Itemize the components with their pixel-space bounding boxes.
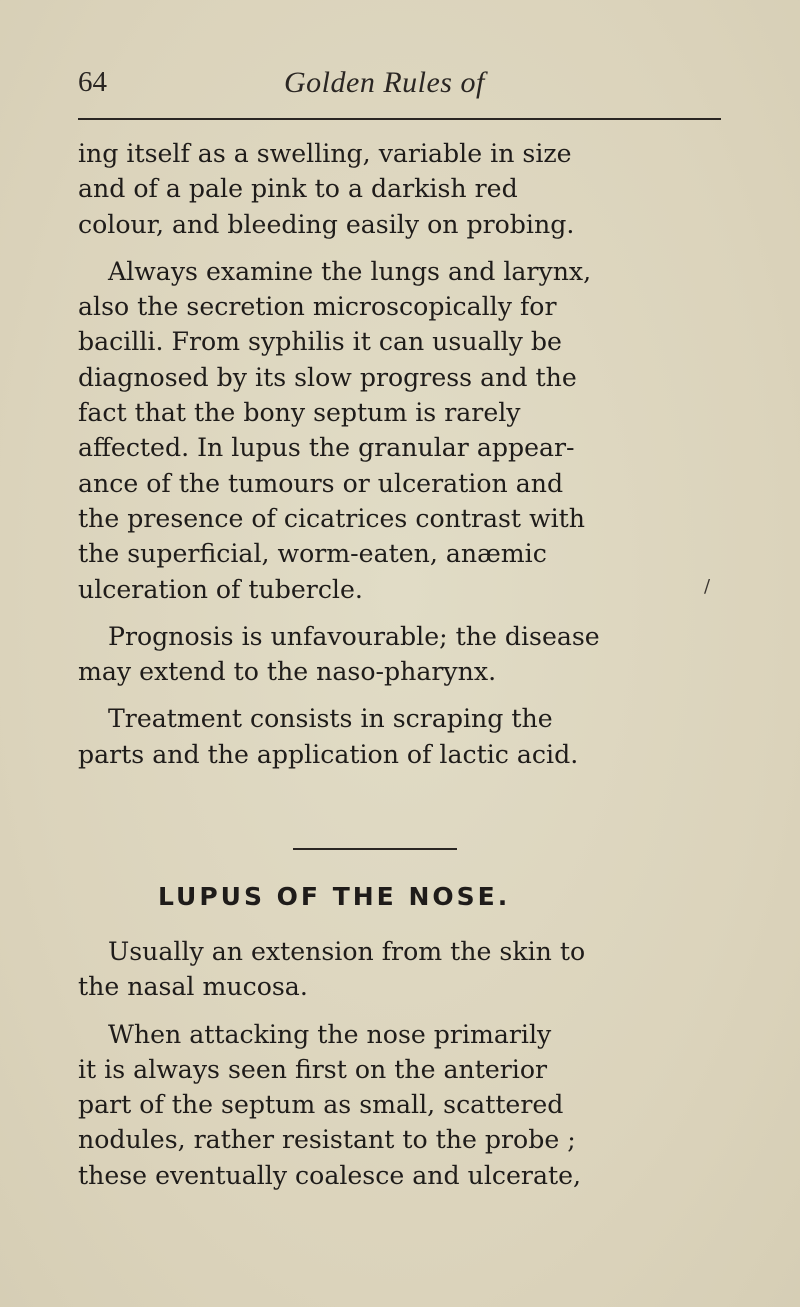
text-line: diagnosed by its slow progress and the	[78, 362, 577, 392]
text-line: ance of the tumours or ulceration and	[78, 468, 564, 498]
stray-print-mark: /	[704, 576, 711, 597]
text-line: ing itself as a swelling, variable in size	[78, 139, 572, 168]
text-line: part of the septum as small, scattered	[78, 1090, 564, 1120]
text-line: may extend to the naso-pharynx.	[78, 657, 497, 687]
text-line: When attacking the nose primarily	[108, 1019, 552, 1049]
text-line: these eventually coalesce and ulcerate,	[78, 1160, 581, 1190]
running-head	[78, 66, 722, 106]
text-line: it is always seen first on the anterior	[78, 1054, 548, 1084]
section-heading: LUPUS OF THE NOSE.	[158, 882, 511, 911]
running-title: Golden Rules of	[284, 66, 485, 99]
text-line: bacilli. From syphilis it can usually be	[78, 327, 562, 357]
text-line: nodules, rather resistant to the probe ;	[78, 1125, 576, 1155]
text-line: Usually an extension from the skin to	[108, 937, 586, 966]
text-line: ulceration of tubercle.	[78, 574, 363, 604]
text-line: also the secretion microscopically for	[78, 292, 557, 322]
text-line: the nasal mucosa.	[78, 972, 308, 1002]
text-line: fact that the bony septum is rarely	[78, 398, 521, 428]
text-line: parts and the application of lactic acid.	[78, 739, 579, 769]
text-line: colour, and bleeding easily on probing.	[78, 209, 575, 239]
text-line: Treatment consists in scraping the	[108, 704, 553, 734]
header-rule	[78, 118, 721, 120]
text-line: affected. In lupus the granular appear-	[78, 433, 575, 463]
body-section-2	[78, 934, 738, 1193]
text-line: the superficial, worm-eaten, anæmic	[78, 539, 547, 569]
text-line: the presence of cicatrices contrast with	[78, 503, 586, 533]
text-line: Always examine the lungs and larynx,	[108, 256, 592, 286]
body-section-1	[78, 136, 738, 772]
text-line: and of a pale pink to a darkish red	[78, 174, 518, 204]
text-line: Prognosis is unfavourable; the disease	[108, 621, 600, 651]
page-number: 64	[78, 66, 107, 98]
section-divider	[293, 848, 457, 850]
